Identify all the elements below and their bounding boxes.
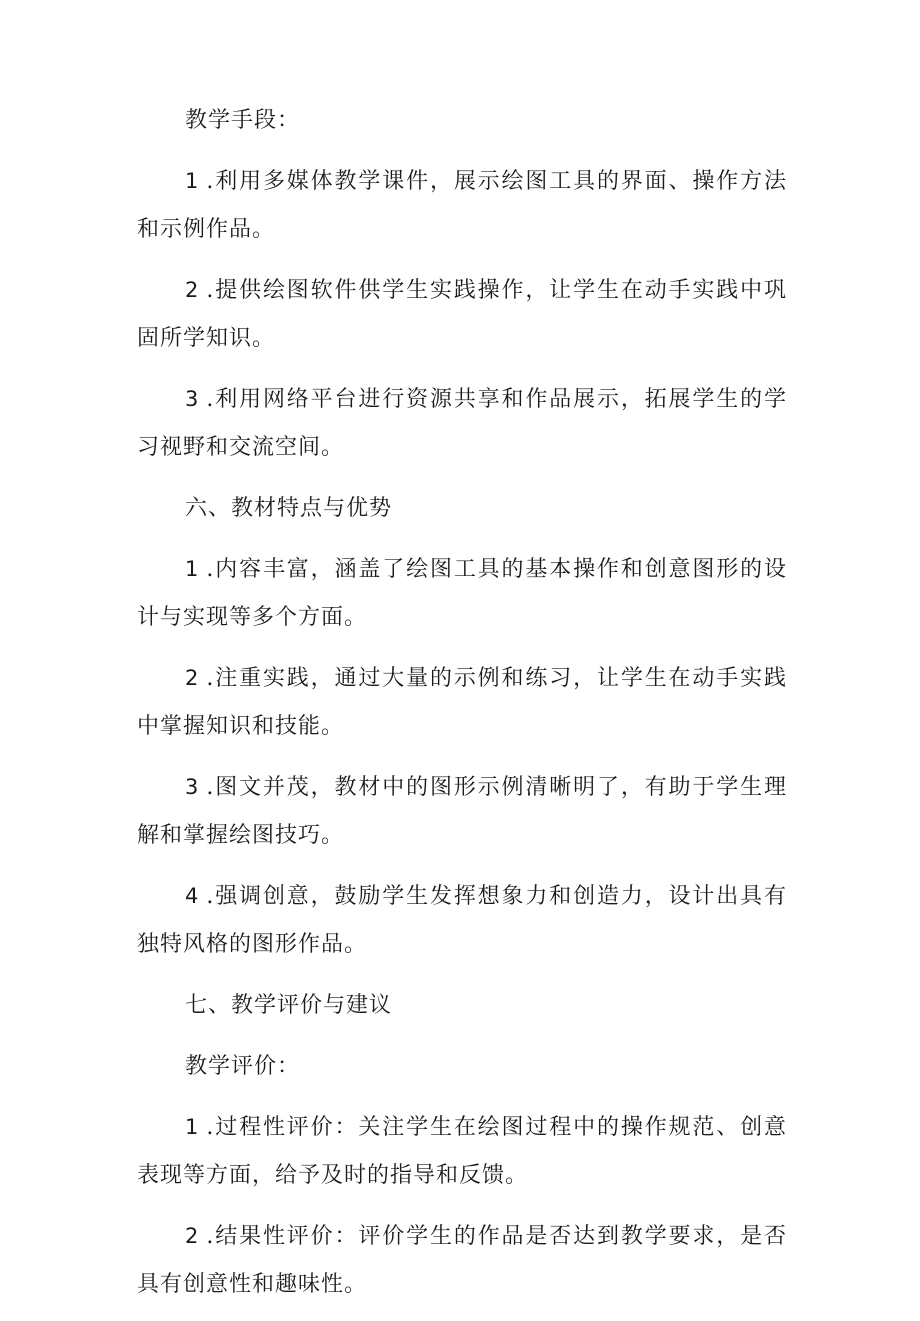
paragraph-number: 1 <box>185 557 199 581</box>
paragraph-item <box>137 1212 787 1309</box>
paragraph-text: .过程性评价：关注学生在绘图过程中的操作规范、创意表现等方面，给予及时的指导和反馈。 <box>137 1115 787 1188</box>
paragraph-item <box>137 654 787 751</box>
paragraph-text: 教学评价： <box>185 1054 301 1079</box>
paragraph-item <box>137 157 787 254</box>
document-body <box>137 96 787 1321</box>
paragraph-text: .利用网络平台进行资源共享和作品展示，拓展学生的学习视野和交流空间。 <box>137 387 787 460</box>
paragraph-item <box>137 266 787 363</box>
paragraph-text: .利用多媒体教学课件，展示绘图工具的界面、操作方法和示例作品。 <box>137 169 787 242</box>
paragraph-item <box>137 375 787 472</box>
paragraph-item <box>137 763 787 860</box>
paragraph-text: .内容丰富，涵盖了绘图工具的基本操作和创意图形的设计与实现等多个方面。 <box>137 557 787 630</box>
paragraph-number: 2 <box>185 278 199 302</box>
paragraph-text: .结果性评价：评价学生的作品是否达到教学要求，是否具有创意性和趣味性。 <box>137 1224 787 1297</box>
paragraph-text: .强调创意，鼓励学生发挥想象力和创造力，设计出具有独特风格的图形作品。 <box>137 884 787 957</box>
paragraph-number: 2 <box>185 666 199 690</box>
paragraph-number: 3 <box>185 775 199 799</box>
paragraph-number: 1 <box>185 169 199 193</box>
paragraph-item <box>137 872 787 969</box>
paragraph-text: .注重实践，通过大量的示例和练习，让学生在动手实践中掌握知识和技能。 <box>137 666 787 739</box>
section-heading-seven <box>137 981 787 1030</box>
paragraph-text: 七、教学评价与建议 <box>185 993 393 1018</box>
paragraph-item <box>137 1103 787 1200</box>
paragraph-number: 4 <box>185 884 199 908</box>
paragraph-number: 1 <box>185 1115 199 1139</box>
paragraph-text: 六、教材特点与优势 <box>185 496 393 521</box>
paragraph-item <box>137 545 787 642</box>
paragraph-number: 2 <box>185 1224 199 1248</box>
paragraph-text: .图文并茂，教材中的图形示例清晰明了，有助于学生理解和掌握绘图技巧。 <box>137 775 787 848</box>
paragraph-number: 3 <box>185 387 199 411</box>
paragraph-teaching-means-heading <box>137 96 787 145</box>
paragraph-text: .提供绘图软件供学生实践操作，让学生在动手实践中巩固所学知识。 <box>137 278 787 351</box>
paragraph-text: 教学手段： <box>185 108 301 133</box>
paragraph-teaching-evaluation-heading <box>137 1042 787 1091</box>
section-heading-six <box>137 484 787 533</box>
